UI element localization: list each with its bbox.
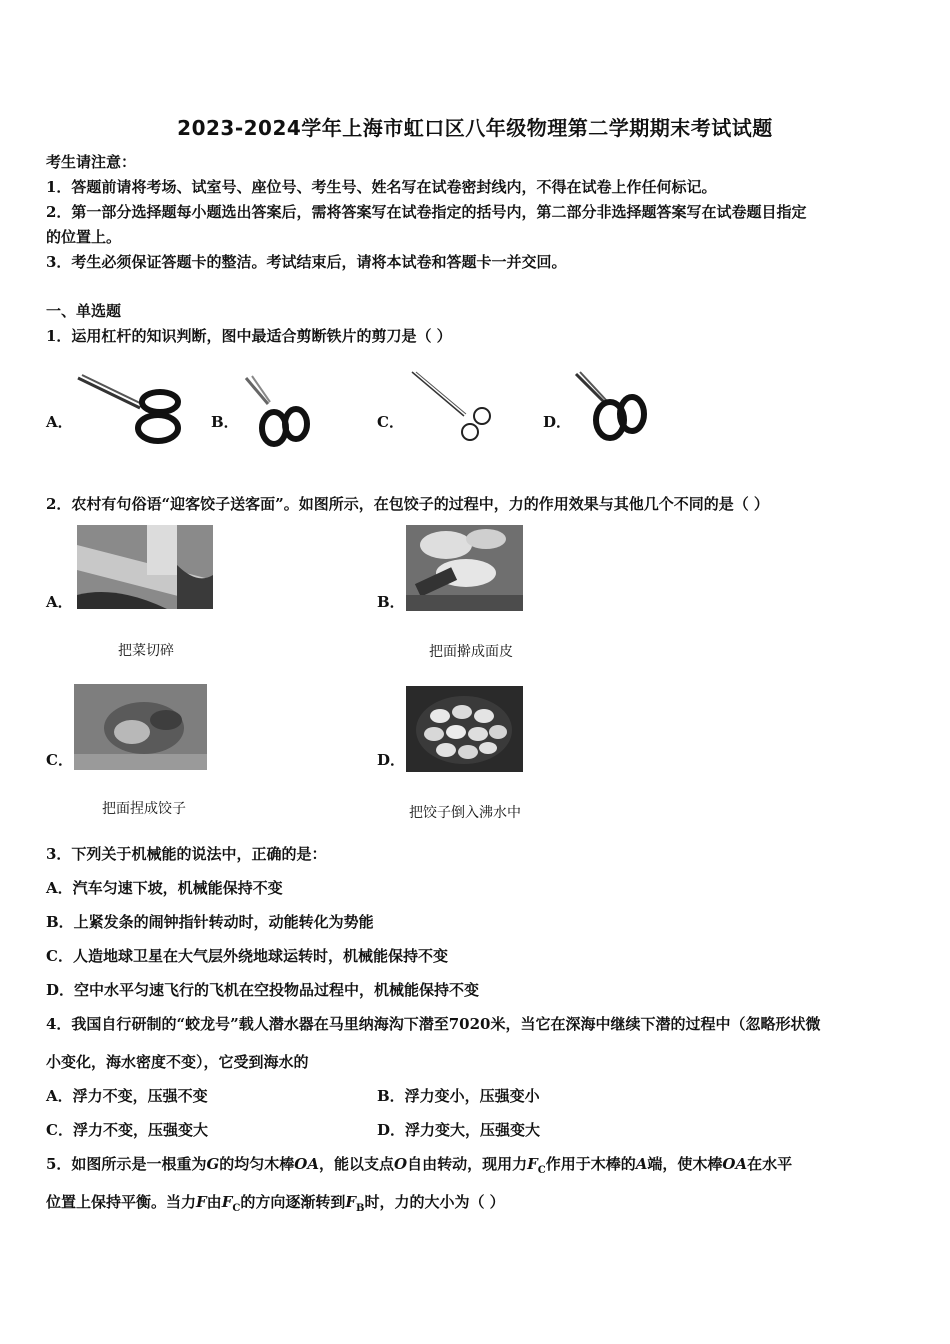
scissors-long-blade-image — [74, 372, 186, 448]
notice-item-2: 2．第一部分选择题每小题选出答案后，需将答案写在试卷指定的括号内，第二部分非选择题答案写在试卷题目指定 — [46, 203, 807, 221]
q5-stem-line2 — [46, 1192, 505, 1219]
q1-option-d-label: D． — [543, 413, 572, 431]
page-title: 2023-2024学年上海市虹口区八年级物理第二学期期末考试试题 — [177, 116, 773, 140]
notice-item-3: 3．考生必须保证答题卡的整洁。考试结束后，请将本试卷和答题卡一并交回。 — [46, 253, 567, 271]
photo-dumplings-boiling — [406, 686, 523, 772]
q5-text: 的方向逐渐转到 — [240, 1193, 346, 1211]
q1-stem: 1．运用杠杆的知识判断，图中最适合剪断铁片的剪刀是（ ） — [46, 327, 452, 345]
photo-pinching-dumplings — [74, 684, 207, 770]
q3-option-b: B．上紧发条的闹钟指针转动时，动能转化为势能 — [46, 913, 374, 931]
scissors-kitchen-image — [570, 370, 652, 446]
q1-option-b-label: B． — [211, 413, 239, 431]
q5-text: 由 — [206, 1193, 222, 1211]
q5-text: 作用于木棒的 — [545, 1155, 636, 1173]
q5-text: ，能以支点 — [319, 1155, 395, 1173]
q5-var-f: F — [527, 1155, 538, 1173]
q5-text: 自由转动，现用力 — [407, 1155, 528, 1173]
q5-text: 5．如图所示是一根重为 — [46, 1155, 207, 1173]
q2-caption-b: 把面擀成面皮 — [429, 644, 513, 660]
q5-var-f: F — [196, 1193, 207, 1211]
q5-text: 时，力的大小为（ ） — [364, 1193, 505, 1211]
notice-item-1: 1．答题前请将考场、试室号、座位号、考生号、姓名写在试卷密封线内，不得在试卷上作任何标记。 — [46, 178, 717, 196]
q5-var-oa: OA — [294, 1155, 319, 1173]
notice-item-2-cont: 的位置上。 — [46, 228, 122, 246]
q5-var-o: O — [394, 1155, 408, 1173]
q2-option-c-label: C． — [46, 751, 73, 769]
photo-rolling-dough — [406, 525, 523, 611]
notice-heading: 考生请注意： — [46, 153, 137, 171]
q4-option-c: C．浮力不变，压强变大 — [46, 1121, 208, 1139]
q5-text: 的均匀木棒 — [219, 1155, 295, 1173]
q3-stem: 3．下列关于机械能的说法中，正确的是： — [46, 845, 327, 863]
q2-stem: 2．农村有句俗语“迎客饺子送客面”。如图所示，在包饺子的过程中，力的作用效果与其他几个不同的是（ ） — [46, 495, 769, 513]
q4-stem-line1: 4．我国自行研制的“蛟龙号”载人潜水器在马里纳海沟下潜至7020米，当它在深海中继续下潜的过程中（忽略形状微 — [46, 1015, 821, 1033]
q4-option-d: D．浮力变大，压强变大 — [377, 1121, 541, 1139]
q5-var-a: A — [635, 1155, 648, 1173]
q5-var-oa: OA — [722, 1155, 748, 1173]
q5-sub-b: B — [355, 1203, 365, 1214]
q5-sub-c: C — [537, 1165, 546, 1176]
q5-sub-c: C — [232, 1203, 241, 1214]
q1-option-a-label: A． — [46, 413, 73, 431]
scissors-hair-image — [408, 370, 496, 446]
photo-cutting-vegetables — [77, 525, 213, 609]
q4-stem-line2: 小变化，海水密度不变），它受到海水的 — [46, 1053, 309, 1071]
q2-option-a-label: A． — [46, 593, 73, 611]
q5-text: 在水平 — [747, 1155, 793, 1173]
q2-option-d-label: D． — [377, 751, 406, 769]
q5-stem-line1 — [46, 1154, 792, 1181]
q5-var-f: F — [221, 1193, 233, 1211]
q5-text: 端，使木棒 — [647, 1155, 723, 1173]
q3-option-a: A．汽车匀速下坡，机械能保持不变 — [46, 879, 283, 897]
q5-var-f: F — [345, 1193, 356, 1211]
q2-caption-c: 把面捏成饺子 — [102, 801, 186, 817]
q3-option-c: C．人造地球卫星在大气层外绕地球运转时，机械能保持不变 — [46, 947, 448, 965]
section-heading: 一、单选题 — [46, 302, 122, 320]
q4-option-a: A．浮力不变，压强不变 — [46, 1087, 208, 1105]
q5-text: 位置上保持平衡。当力 — [46, 1193, 197, 1211]
q4-option-b: B．浮力变小，压强变小 — [377, 1087, 540, 1105]
q5-var-g: G — [206, 1155, 220, 1173]
q2-option-b-label: B． — [377, 593, 405, 611]
q2-caption-d: 把饺子倒入沸水中 — [409, 805, 521, 821]
scissors-short-blade-image — [238, 374, 314, 448]
q3-option-d: D．空中水平匀速飞行的飞机在空投物品过程中，机械能保持不变 — [46, 981, 480, 999]
q2-caption-a: 把菜切碎 — [118, 643, 174, 659]
q1-option-c-label: C． — [377, 413, 404, 431]
